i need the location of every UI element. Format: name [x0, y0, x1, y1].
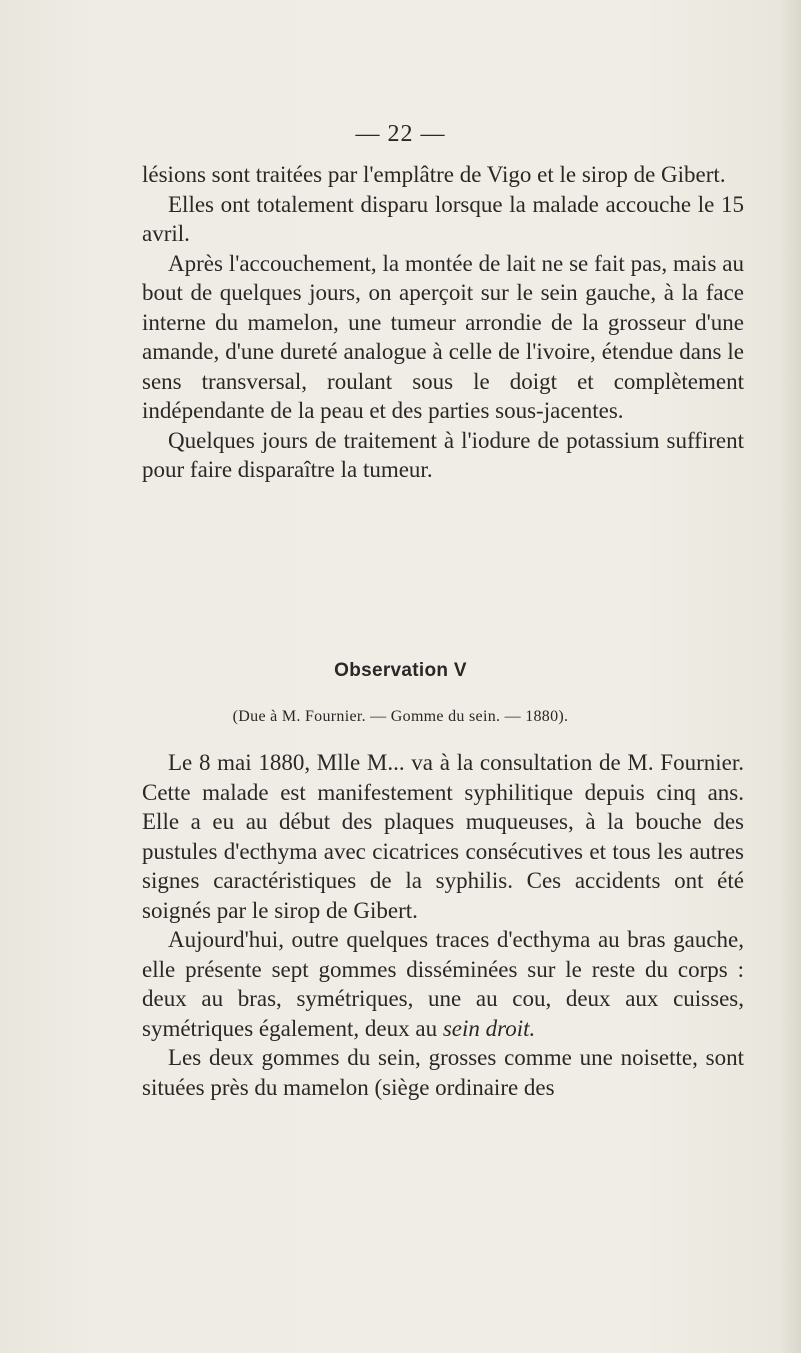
paragraph-2: Elles ont totalement disparu lorsque la malade accouche le 15 avril. — [142, 191, 744, 246]
observation-paragraph-2 — [142, 925, 744, 1043]
observation-paragraph-1: Le 8 mai 1880, Mlle M... va à la consultation de M. Fournier. Cette malade est manifestement syphilitique depuis cinq ans. Elle a eu au début des plaques muqueuses, à la bouche des pustules d'ecthyma avec cicatrices consécutives et tous les autres signes caractéristiques de la syphilis. Ces accidents ont été soignés par le sirop de Gibert. — [142, 750, 744, 923]
paragraph-1: lésions sont traitées par l'emplâtre de Vigo et le sirop de Gibert. — [142, 162, 726, 187]
page-number: — 22 — — [355, 121, 446, 147]
observation-paragraph-2-italic: sein droit. — [442, 1015, 536, 1041]
observation-text — [142, 748, 744, 1102]
observation-paragraph-2-text: Aujourd'hui, outre quelques traces d'ecthyma au bras gauche, elle présente sept gommes disséminées sur le reste du corps : deux au bras, symétriques, une au cou, deux aux cuisses, symétriques également, deux au — [142, 927, 744, 1041]
paragraph-3: Après l'accouchement, la montée de lait ne se fait pas, mais au bout de quelques jours, on aperçoit sur le sein gauche, à la face interne du mamelon, une tumeur arrondie de la grosseur d'une amande, d'une dureté analogue à celle de l'ivoire, étendue dans le sens transversal, roulant sous le doigt et complètement indépendante de la peau et des parties sous-jacentes. — [142, 250, 744, 423]
observation-subtitle: (Due à M. Fournier. — Gomme du sein. — 1880). — [232, 708, 569, 725]
observation-paragraph-3: Les deux gommes du sein, grosses comme une noisette, sont situées près du mamelon (siège ordinaire des — [142, 1045, 744, 1100]
paragraph-4: Quelques jours de traitement à l'iodure de potassium suffirent pour faire disparaître la tumeur. — [142, 427, 744, 482]
intro-text — [142, 160, 744, 485]
observation-title: Observation V — [334, 660, 467, 681]
